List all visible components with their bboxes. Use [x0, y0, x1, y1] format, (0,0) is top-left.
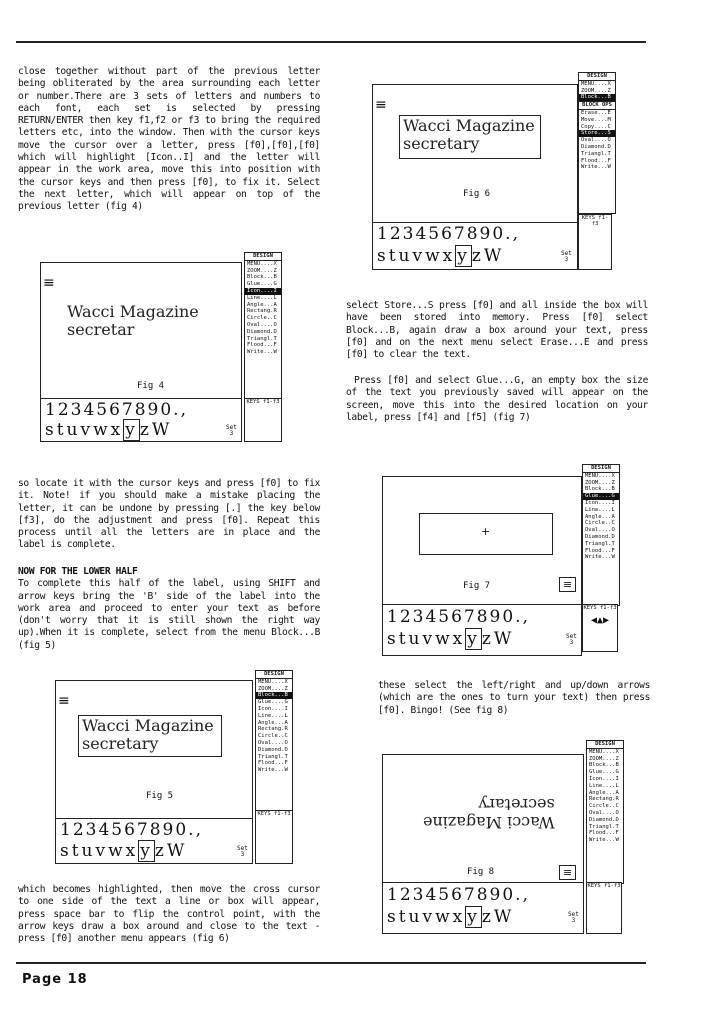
menu-item[interactable]: MENU....X [589, 748, 619, 755]
set-indicator: Set 3 [566, 633, 577, 646]
digit-row[interactable]: 1234567890., [387, 885, 530, 905]
menu-item[interactable]: Line....L [258, 712, 288, 719]
character-bar[interactable] [40, 398, 242, 442]
digit-row[interactable]: 1234567890., [387, 607, 530, 627]
arrow-keys-icon[interactable]: ◀▲▶ [590, 615, 610, 626]
submenu-item[interactable]: Flood...F [581, 157, 611, 164]
menu-item[interactable]: Icon....I [585, 499, 615, 506]
menu-item[interactable]: MENU....X [247, 260, 277, 267]
letter-row[interactable]: stuvwx y zW [45, 420, 173, 440]
menu-item[interactable]: Rectang.R [258, 726, 288, 733]
design-menu[interactable] [244, 252, 282, 399]
page-number: Page 18 [22, 972, 88, 987]
label-side-icon: ≡ [58, 693, 70, 709]
menu-item[interactable]: Triangl.T [247, 335, 277, 342]
paragraph-2: so locate it with the cursor keys and press [f0] to fix it. Note! if you should make a mistake placing the letter, it can be undone by pressing [.] the key below [f3], do the adjustment and press [f0]. Repeat this process until all the letters are in place and the label is complete. [18, 478, 320, 551]
submenu-item[interactable]: Diamond.D [581, 143, 611, 150]
letter-row[interactable]: stuvwx y zW [377, 246, 505, 266]
menu-item[interactable]: Icon....I [245, 288, 281, 295]
menu-item[interactable]: Block...B [579, 94, 615, 101]
menu-item[interactable]: Circle..C [258, 733, 288, 740]
design-menu[interactable] [586, 740, 624, 884]
paragraph-3: NOW FOR THE LOWER HALF To complete this half of the label, using SHIFT and arrow keys bring the 'B' side of the label into the work area and proceed to enter your text as before (don't worry that it is still shown the right way up).When it is complete, select from the menu Block...B (fig 5) [18, 566, 320, 651]
menu-item[interactable]: Glue....G [589, 769, 619, 776]
submenu-item[interactable]: Copy....C [581, 123, 611, 130]
menu-item[interactable]: Rectang.R [247, 308, 277, 315]
submenu-item[interactable]: Store...S [579, 130, 615, 137]
keys-panel: KEYS f1-f3 ◀▲▶ [582, 604, 618, 652]
digit-row[interactable]: 1234567890., [45, 400, 188, 420]
menu-title: DESIGN [245, 253, 281, 261]
menu-title: DESIGN [256, 671, 292, 679]
menu-item[interactable]: Glue....G [247, 281, 277, 288]
figure-caption: Fig 8 [467, 867, 495, 877]
menu-item[interactable]: Triangl.T [258, 753, 288, 760]
design-menu[interactable] [582, 464, 620, 606]
menu-item[interactable]: Flood...F [258, 760, 288, 767]
label-text-line1: Wacci Magazine [423, 813, 555, 832]
menu-item[interactable]: Line....L [247, 294, 277, 301]
menu-item[interactable]: ZOOM....Z [589, 755, 619, 762]
figure-caption: Fig 6 [463, 189, 491, 199]
figure-4 [40, 252, 285, 440]
figure-5 [55, 670, 295, 862]
label-text-line1: Wacci Magazine [403, 116, 535, 135]
work-area [382, 754, 584, 884]
menu-item[interactable]: Flood...F [589, 830, 619, 837]
section-heading: NOW FOR THE LOWER HALF [18, 566, 138, 577]
label-text-line2: secretary [478, 795, 555, 814]
label-side-icon: ≡ [43, 275, 55, 291]
bottom-rule [16, 962, 646, 964]
menu-item[interactable]: Icon....I [258, 705, 288, 712]
submenu-item[interactable]: Erase...E [581, 109, 611, 116]
digit-row[interactable]: 1234567890., [377, 224, 520, 244]
character-bar[interactable] [382, 604, 582, 656]
letter-row[interactable]: stuvwx y zW [387, 629, 515, 649]
menu-item[interactable]: Write...W [589, 837, 619, 844]
menu-item[interactable]: ZOOM....Z [585, 479, 615, 486]
top-rule [16, 41, 646, 43]
figure-caption: Fig 5 [146, 791, 174, 801]
menu-item[interactable]: Diamond.D [589, 816, 619, 823]
menu-item[interactable]: Glue....G [583, 493, 619, 500]
label-text-line2: secretary [403, 134, 480, 153]
label-text-line2: secretary [82, 734, 159, 753]
menu-item[interactable]: Oval....O [258, 739, 288, 746]
figure-6 [372, 72, 612, 268]
submenu-item[interactable]: Triangl.T [581, 150, 611, 157]
menu-item[interactable]: Glue....G [258, 699, 288, 706]
menu-item[interactable]: Diamond.D [585, 533, 615, 540]
menu-item[interactable]: Rectang.R [589, 796, 619, 803]
work-area [372, 84, 578, 226]
set-indicator: Set 3 [226, 424, 237, 437]
menu-item[interactable]: Oval....O [585, 527, 615, 534]
paragraph-5: select Store...S press [f0] and all inside the box will have been stored into memory. Press [f0] select Block...B, again draw a box around your text, press [f0] and on the next menu select Erase...E and press [f0] to clear the text. [346, 300, 648, 361]
menu-item[interactable]: Line....L [589, 782, 619, 789]
menu-item[interactable]: ZOOM....Z [258, 685, 288, 692]
paragraph-1: close together without part of the previous letter being obliterated by the area surrounding each letter or number.There are 3 sets of letters and numbers to each font, each set is selected by pressing RETURN/ENTER then key f1,f2 or f3 to bring the required letters etc, into the window. Then with the cursor keys move the cursor over a letter, press [f0],[f0],[f0] which will highlight [Icon..I] and the letter will appear in the work area, move this into position with the cursor keys and then press [f0], to fix it. Select the next letter, which will appear on top of the previous letter (fig 4) [18, 66, 320, 213]
menu-item[interactable]: Icon....I [589, 775, 619, 782]
work-area [40, 262, 242, 406]
label-side-icon: ≡ [559, 865, 576, 880]
figure-caption: Fig 4 [137, 381, 165, 391]
menu-item[interactable]: Flood...F [247, 342, 277, 349]
menu-item[interactable]: Write...W [247, 349, 277, 356]
character-bar[interactable] [372, 222, 578, 270]
menu-item[interactable]: Write...W [585, 554, 615, 561]
label-side-icon: ≡ [559, 577, 576, 592]
figure-8 [382, 740, 624, 936]
menu-item[interactable]: Circle..C [247, 315, 277, 322]
label-text-line1: Wacci Magazine [82, 716, 214, 735]
character-bar[interactable] [55, 818, 253, 864]
submenu-item[interactable]: Write...W [581, 164, 611, 171]
set-indicator: Set 3 [561, 250, 572, 263]
menu-item[interactable]: MENU....X [585, 472, 615, 479]
keys-panel: KEYS f1-f3 [578, 214, 612, 270]
menu-title: DESIGN [583, 465, 619, 473]
design-menu[interactable] [255, 670, 293, 812]
menu-item[interactable]: Circle..C [589, 803, 619, 810]
paragraph-7: these select the left/right and up/down arrows (which are the ones to turn your text) then press [f0]. Bingo! (See fig 8) [378, 680, 650, 716]
menu-item[interactable]: ZOOM....Z [581, 87, 611, 94]
submenu-title: BLOCK OPS [579, 101, 615, 110]
figure-caption: Fig 7 [463, 581, 491, 591]
label-text-line1: Wacci Magazine [67, 302, 199, 321]
menu-title: DESIGN [579, 73, 615, 81]
paragraph-4: which becomes highlighted, then move the cross cursor to one side of the text a line or box will appear, press space bar to flip the control point, with the arrow keys draw a box around and close to the text - press [f0] another menu appears (fig 6) [18, 884, 320, 945]
menu-item[interactable]: Block...B [256, 692, 292, 699]
menu-item[interactable]: Diamond.D [258, 746, 288, 753]
letter-row[interactable]: stuvwx y zW [60, 841, 188, 861]
menu-item[interactable]: Block...B [589, 762, 619, 769]
letter-row[interactable]: stuvwx y zW [387, 907, 515, 927]
menu-item[interactable]: MENU....X [258, 678, 288, 685]
menu-item[interactable]: Block...B [247, 274, 277, 281]
menu-item[interactable]: Angle...A [589, 789, 619, 796]
menu-item[interactable]: Angle...A [585, 513, 615, 520]
menu-item[interactable]: Flood...F [585, 547, 615, 554]
menu-title: DESIGN [587, 741, 623, 749]
work-area [382, 476, 582, 606]
keys-panel: KEYS f1-f3 [255, 810, 293, 864]
cross-cursor-icon: + [481, 525, 491, 538]
menu-item[interactable]: Write...W [258, 767, 288, 774]
set-indicator: Set 3 [568, 911, 579, 924]
label-side-icon: ≡ [375, 97, 387, 113]
menu-item[interactable]: Angle...A [247, 301, 277, 308]
menu-item[interactable]: Triangl.T [585, 540, 615, 547]
figure-7 [382, 464, 622, 660]
submenu-item[interactable]: Move....M [581, 116, 611, 123]
digit-row[interactable]: 1234567890., [60, 820, 203, 840]
menu-item[interactable]: Circle..C [585, 520, 615, 527]
keys-panel: KEYS f1-f3 [244, 398, 282, 442]
menu-item[interactable]: Oval....O [589, 809, 619, 816]
label-text-line2: secretar [67, 320, 135, 339]
menu-item[interactable]: MENU....X [581, 80, 611, 87]
keys-panel: KEYS f1-f3 [586, 882, 622, 934]
character-bar[interactable] [382, 882, 584, 934]
set-indicator: Set 3 [237, 845, 248, 858]
block-ops-menu[interactable] [578, 72, 616, 214]
menu-item[interactable]: Oval....O [247, 321, 277, 328]
menu-item[interactable]: Triangl.T [589, 823, 619, 830]
menu-item[interactable]: Block...B [585, 486, 615, 493]
menu-item[interactable]: Angle...A [258, 719, 288, 726]
menu-item[interactable]: ZOOM....Z [247, 267, 277, 274]
menu-item[interactable]: Diamond.D [247, 328, 277, 335]
rotated-label [423, 795, 555, 831]
menu-item[interactable]: Line....L [585, 506, 615, 513]
paragraph-6: Press [f0] and select Glue...G, an empty box the size of the text you previously saved will appear on the screen, move this into the desired location on your label, press [f4] and [f5] (fig 7) [346, 375, 648, 423]
work-area [55, 680, 253, 822]
submenu-item[interactable]: Oval....O [581, 137, 611, 144]
